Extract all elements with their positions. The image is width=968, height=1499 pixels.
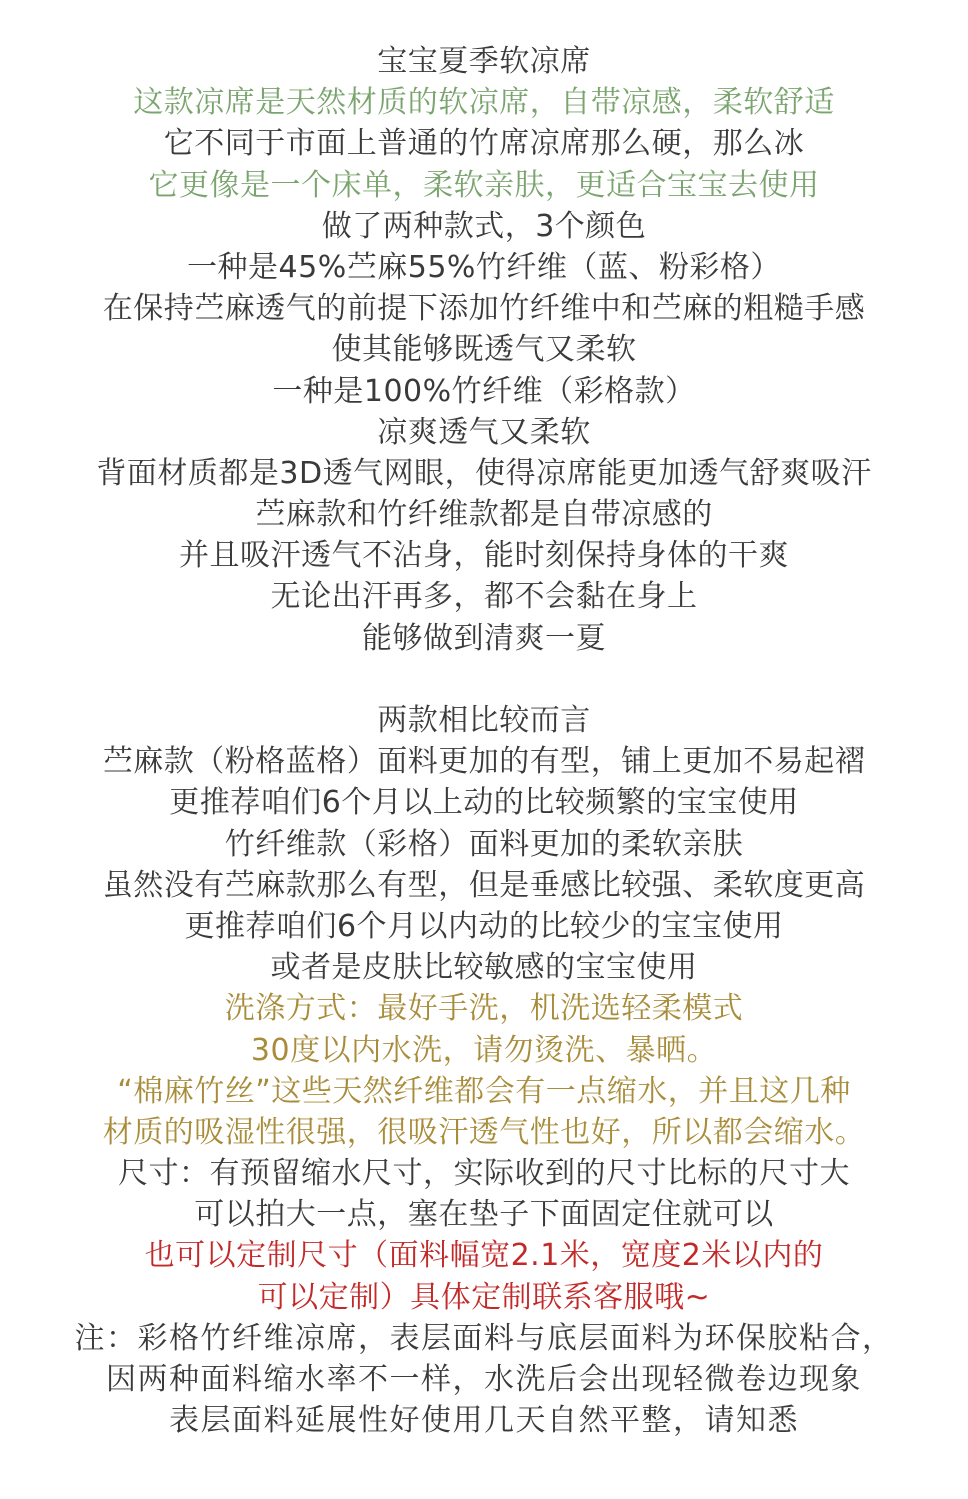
product-title: 宝宝夏季软凉席 <box>377 44 591 79</box>
cooling-line-4: 能够做到清爽一夏 <box>362 620 606 656</box>
compare-ramie-line-2: 更推荐咱们6个月以上动的比较频繁的宝宝使用 <box>169 785 799 821</box>
intro-line-like-bedsheet: 它更像是一个床单，柔软亲肤，更适合宝宝去使用 <box>148 167 820 203</box>
size-line-1: 尺寸：有预留缩水尺寸，实际收到的尺寸比标的尺寸大 <box>118 1156 850 1192</box>
compare-ramie-line-1: 苎麻款（粉格蓝格）面料更加的有型，铺上更加不易起褶 <box>102 744 866 780</box>
washing-line-1: 洗涤方式：最好手洗，机洗选轻柔模式 <box>224 991 744 1027</box>
back-material-line: 背面材质都是3D透气网眼，使得凉席能更加透气舒爽吸汗 <box>96 455 872 491</box>
note-line-1: 注：彩格竹纤维凉席，表层面料与底层面料为环保胶粘合， <box>74 1320 894 1356</box>
style-bamboo-composition: 一种是100%竹纤维（彩格款） <box>272 373 696 409</box>
style-ramie-description-2: 使其能够既透气又柔软 <box>331 332 637 368</box>
section-spacer <box>0 659 968 700</box>
style-ramie-composition: 一种是45%苎麻55%竹纤维（蓝、粉彩格） <box>187 249 781 285</box>
cooling-line-2: 并且吸汗透气不沾身，能时刻保持身体的干爽 <box>179 538 789 574</box>
custom-size-line-2: 可以定制）具体定制联系客服哦~ <box>257 1279 711 1315</box>
custom-size-line-1: 也可以定制尺寸（面料幅宽2.1米，宽度2米以内的 <box>144 1238 824 1274</box>
note-line-3: 表层面料延展性好使用几天自然平整，请知悉 <box>169 1403 799 1439</box>
washing-line-2: 30度以内水洗，请勿烫洗、暴晒。 <box>250 1032 718 1068</box>
compare-bamboo-line-2: 虽然没有苎麻款那么有型，但是垂感比较强、柔软度更高 <box>102 867 866 903</box>
styles-summary: 做了两种款式，3个颜色 <box>321 208 647 244</box>
note-line-2: 因两种面料缩水率不一样，水洗后会出现轻微卷边现象 <box>106 1362 862 1397</box>
intro-line-not-hard: 它不同于市面上普通的竹席凉席那么硬，那么冰 <box>163 126 805 162</box>
washing-line-4: 材质的吸湿性很强，很吸汗透气性也好，所以都会缩水。 <box>102 1114 866 1150</box>
compare-bamboo-line-3: 更推荐咱们6个月以内动的比较少的宝宝使用 <box>184 908 784 944</box>
compare-title: 两款相比较而言 <box>377 703 591 738</box>
cooling-line-3: 无论出汗再多，都不会黏在身上 <box>270 579 698 615</box>
compare-bamboo-line-1: 竹纤维款（彩格）面料更加的柔软亲肤 <box>224 826 744 862</box>
style-ramie-description-1: 在保持苎麻透气的前提下添加竹纤维中和苎麻的粗糙手感 <box>102 291 866 327</box>
size-line-2: 可以拍大一点，塞在垫子下面固定住就可以 <box>194 1197 774 1233</box>
style-bamboo-description: 凉爽透气又柔软 <box>377 414 591 450</box>
washing-line-3: “棉麻竹丝”这些天然纤维都会有一点缩水，并且这几种 <box>117 1073 851 1109</box>
intro-line-natural-material: 这款凉席是天然材质的软凉席，自带凉感，柔软舒适 <box>133 85 835 121</box>
compare-bamboo-line-4: 或者是皮肤比较敏感的宝宝使用 <box>270 950 698 986</box>
cooling-line-1: 苎麻款和竹纤维款都是自带凉感的 <box>255 497 713 533</box>
